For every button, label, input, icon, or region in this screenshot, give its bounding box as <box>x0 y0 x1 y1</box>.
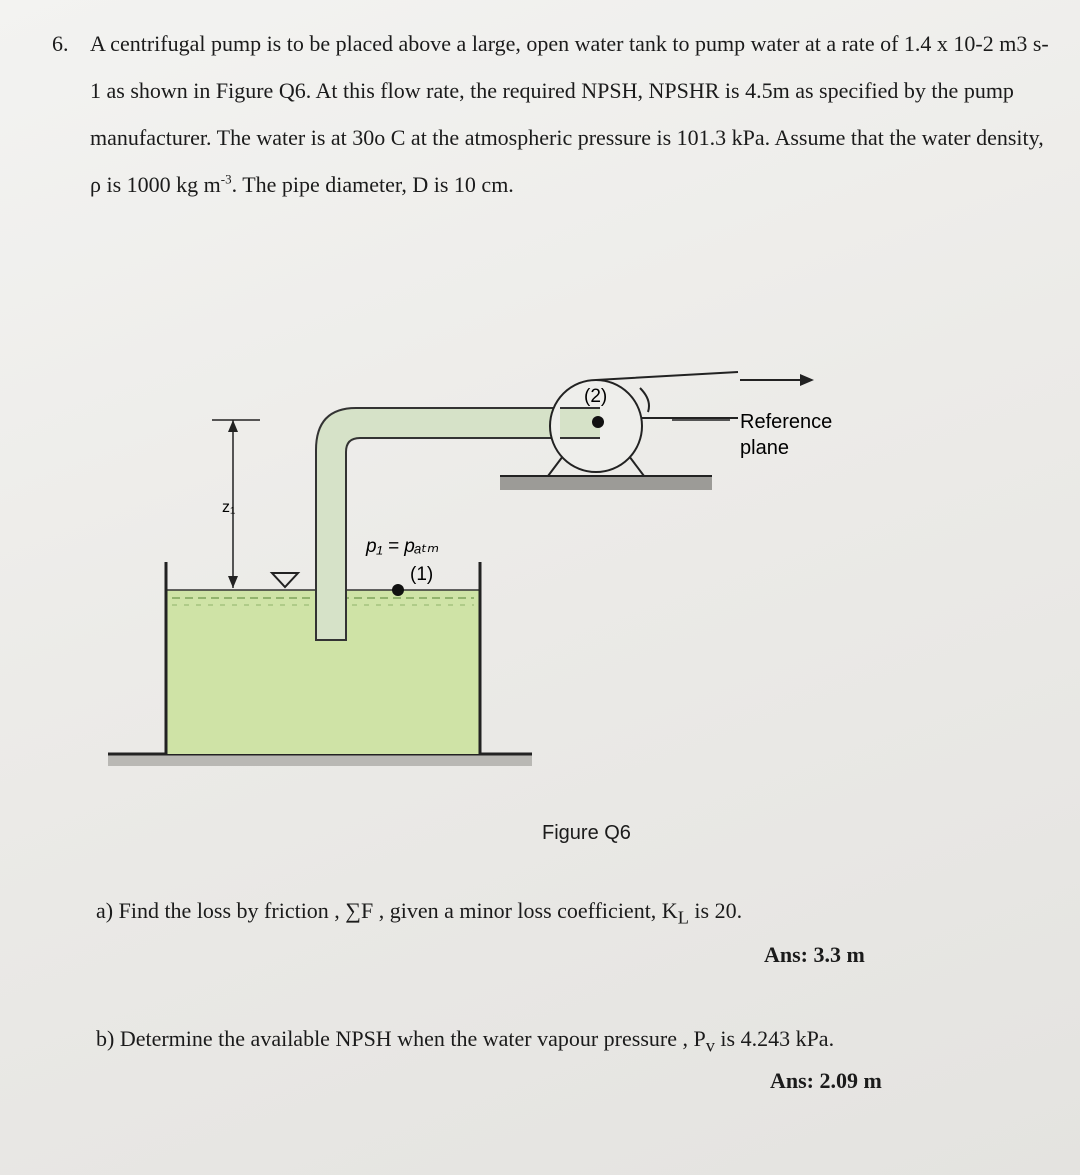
part-b-text-end: is 4.243 kPa. <box>714 1026 835 1051</box>
question-number: 6. <box>52 31 69 56</box>
figure-q6 <box>0 300 1080 820</box>
ground-hatch <box>108 754 532 766</box>
reference-label-2: plane <box>740 437 789 459</box>
z1-arrow-up <box>228 420 238 432</box>
density-exponent: -3 <box>220 171 232 187</box>
pressure-label: p₁ = pₐₜₘ <box>366 536 440 557</box>
part-a-answer: Ans: 3.3 m <box>764 942 865 967</box>
part-a-text-end: is 20. <box>688 898 743 923</box>
part-b-subscript: v <box>705 1035 715 1056</box>
part-b-answer: Ans: 2.09 m <box>770 1068 882 1093</box>
point-2-dot <box>592 416 604 428</box>
point-2-label: (2) <box>584 386 608 407</box>
question-block <box>52 20 1052 208</box>
free-surface-triangle <box>272 573 298 587</box>
question-text <box>90 20 1052 208</box>
z1-arrow-down <box>228 576 238 588</box>
z1-label: z₁ <box>222 499 236 516</box>
point-1-dot <box>392 584 404 596</box>
part-a-question <box>96 898 742 928</box>
pump-base <box>500 476 712 490</box>
question-text-part1: A centrifugal pump is to be placed above a large, open water tank to pump water at a rate of 1.4 x 10-2 m3 s-1 as shown in Figure Q6. At this flow rate, the required NPSH, NPSHR is 4.5m as specified by the pump manufacturer. The water is at 30o C at the atmospheric pressure is 101.3 kPa. Assume that the water density, ρ is 1000 kg m <box>90 31 1049 197</box>
figure-caption: Figure Q6 <box>542 822 631 844</box>
pump-diagram <box>0 300 1080 820</box>
part-a-subscript: L <box>677 907 689 928</box>
reference-label-1: Reference <box>740 411 833 433</box>
part-b-text: b) Determine the available NPSH when the water vapour pressure , P <box>96 1026 706 1051</box>
flow-arrow-head <box>800 374 814 386</box>
question-text-part2: . The pipe diameter, D is 10 cm. <box>231 172 514 197</box>
part-b-question <box>96 1026 834 1056</box>
point-1-label: (1) <box>410 564 434 585</box>
part-a-text: a) Find the loss by friction , ∑F , given a minor loss coefficient, K <box>96 898 678 923</box>
